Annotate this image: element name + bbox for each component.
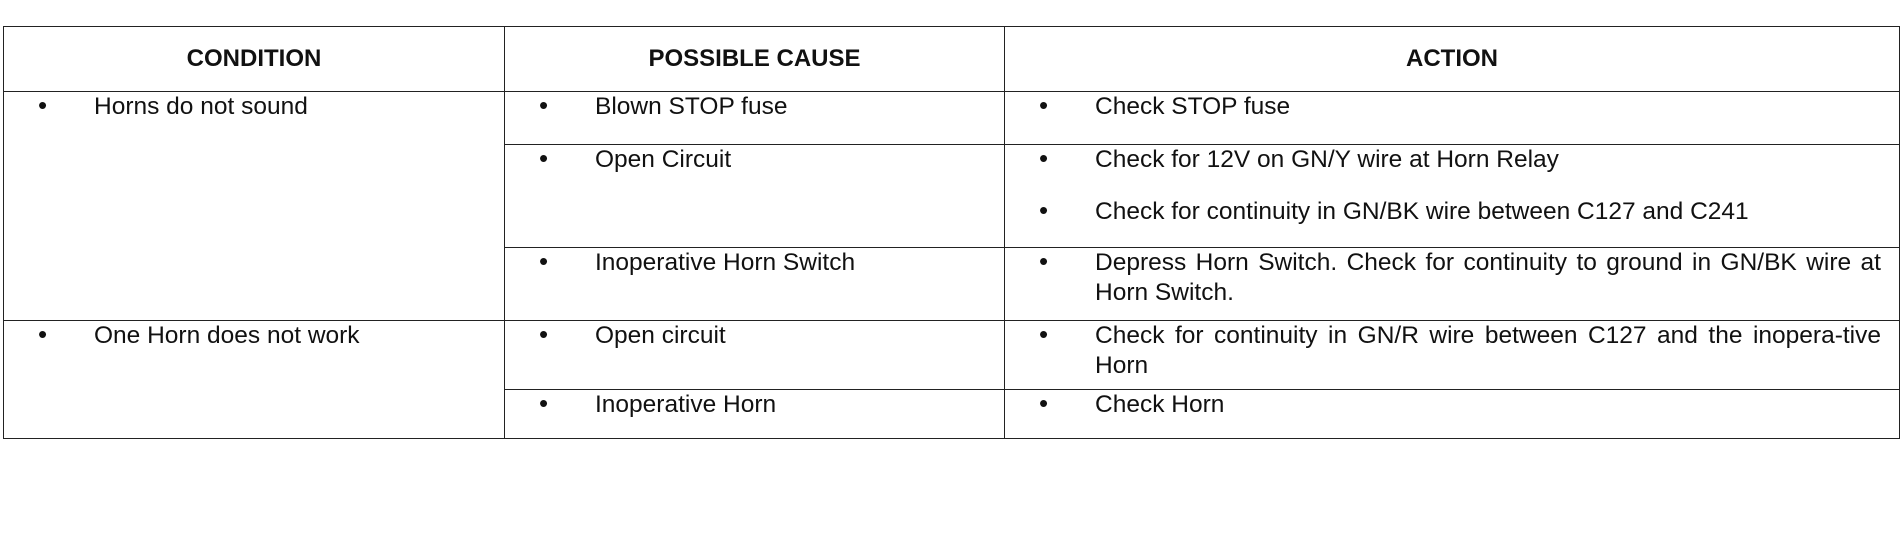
condition-cell <box>4 92 505 321</box>
header-action: ACTION <box>1005 27 1900 92</box>
cause-text: • Inoperative Horn <box>505 390 1004 420</box>
header-possible-cause: POSSIBLE CAUSE <box>505 27 1005 92</box>
condition-text: • Horns do not sound <box>4 92 504 122</box>
table-row <box>4 321 1900 390</box>
cause-text: • Blown STOP fuse <box>505 92 1004 122</box>
action-text: • Check for continuity in GN/R wire between C127 and the inopera-tive Horn <box>1005 321 1899 381</box>
action-cell <box>1005 390 1900 439</box>
cause-cell <box>505 145 1005 248</box>
cause-text: • Open Circuit <box>505 145 1004 175</box>
cause-cell <box>505 248 1005 321</box>
action-text: • Check for 12V on GN/Y wire at Horn Relay <box>1005 145 1899 175</box>
action-cell <box>1005 145 1900 248</box>
diagnosis-table <box>3 26 1900 439</box>
cause-cell <box>505 321 1005 390</box>
header-condition: CONDITION <box>4 27 505 92</box>
action-text: • Check for continuity in GN/BK wire between C127 and C241 <box>1005 197 1899 227</box>
action-text: • Check STOP fuse <box>1005 92 1899 122</box>
cause-text: • Open circuit <box>505 321 1004 351</box>
action-cell <box>1005 248 1900 321</box>
cause-cell <box>505 92 1005 145</box>
header-row <box>4 27 1900 92</box>
condition-text: • One Horn does not work <box>4 321 504 351</box>
table-row <box>4 92 1900 145</box>
action-cell <box>1005 321 1900 390</box>
cause-text: • Inoperative Horn Switch <box>505 248 1004 278</box>
condition-cell <box>4 321 505 439</box>
action-text: • Depress Horn Switch. Check for continuity to ground in GN/BK wire at Horn Switch. <box>1005 248 1899 308</box>
cause-cell <box>505 390 1005 439</box>
action-text: • Check Horn <box>1005 390 1899 420</box>
action-cell <box>1005 92 1900 145</box>
